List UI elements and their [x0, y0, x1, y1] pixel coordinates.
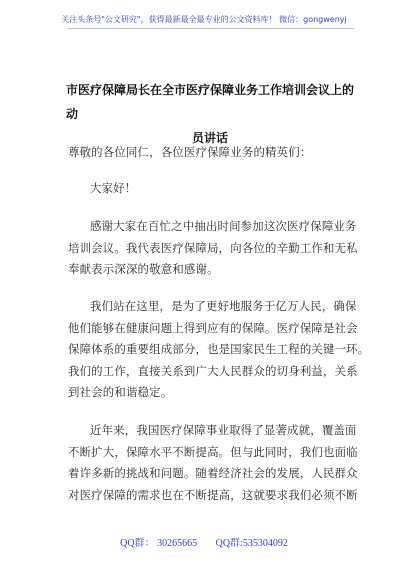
title-line-1: 市医疗保障局长在全市医疗保障业务工作培训会议上的动	[66, 83, 355, 121]
paragraph-line: 着许多新的挑战和问题。随着经济社会的发展，人民群众	[68, 466, 358, 480]
document-title	[66, 78, 354, 150]
paragraph-line: 奉献表示深深的敬意和感谢。	[68, 262, 219, 276]
paragraph-line: 感谢大家在百忙之中抽出时间参加这次医疗保障业务	[90, 219, 357, 233]
greeting-text: 大家好！	[90, 181, 137, 195]
salutation-text: 尊敬的各位同仁，各位医疗保障业务的精英们：	[68, 145, 312, 159]
paragraph-line: 培训会议。我代表医疗保障局，向各位的辛勤工作和无私	[68, 240, 358, 255]
paragraph-line: 保障体系的重要组成部分，也是国家民生工程的关键一环。	[68, 342, 370, 356]
paragraph-2	[68, 296, 370, 404]
paragraph-line: 近年来，我国医疗保障事业取得了显著成就，覆盖面	[90, 423, 357, 437]
paragraph-line: 他们能够在健康问题上得到应有的保障。医疗保障是社会	[68, 320, 358, 335]
salutation	[68, 142, 354, 164]
footer	[0, 534, 408, 549]
footer-qq-group-2: QQ群:535304092	[215, 538, 288, 549]
footer-qq-group-1: QQ群： 30265665	[120, 538, 198, 549]
greeting	[68, 178, 354, 200]
paragraph-1	[68, 216, 358, 281]
header-divider	[68, 28, 354, 29]
header-banner: 关注头条号"公文研究"，获得最新最全最专业的公文资料库！ 微信：gongwenyj	[61, 15, 347, 24]
paragraph-line: 对医疗保障的需求也在不断提高，这就要求我们必须不断	[68, 487, 358, 502]
paragraph-3	[68, 420, 358, 506]
paragraph-line: 不断扩大，保障水平不断提高。但与此同时，我们也面临	[68, 444, 358, 459]
paragraph-line: 我们的工作，直接关系到广大人民群众的切身利益，关系	[68, 363, 358, 378]
paragraph-line: 我们站在这里，是为了更好地服务于亿万人民，确保	[90, 299, 357, 313]
title-line-2: 员讲话	[191, 131, 228, 145]
paragraph-line: 到社会的和谐稳定。	[68, 385, 173, 399]
